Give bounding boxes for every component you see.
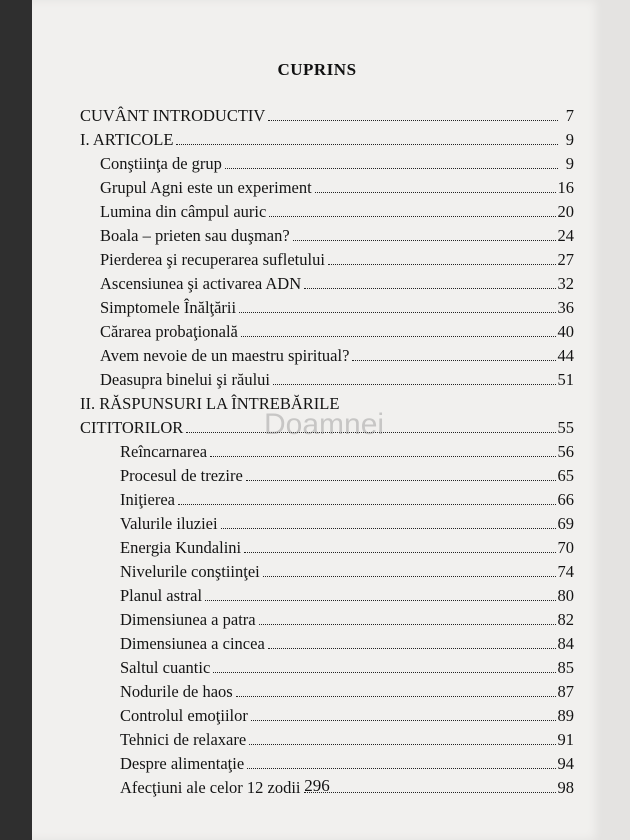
dot-leader: [239, 311, 555, 313]
toc-entry: [80, 246, 574, 270]
toc-entry-title: Iniţierea: [120, 490, 175, 509]
dot-leader: [259, 623, 556, 625]
toc-entry-page: 65: [557, 466, 574, 485]
toc-entry: [80, 534, 574, 558]
toc-entry-page: 7: [565, 106, 574, 125]
dot-leader: [352, 359, 555, 361]
dot-leader: [293, 239, 556, 241]
dot-leader: [225, 167, 558, 169]
watermark-logo: Doamnei: [264, 408, 385, 441]
dot-leader: [241, 335, 556, 337]
toc-entry-title: Grupul Agni este un experiment: [100, 178, 312, 197]
dot-leader: [268, 647, 556, 649]
dot-leader: [315, 191, 556, 193]
dot-leader: [273, 383, 556, 385]
toc-entry-page: 70: [557, 538, 574, 557]
page-number: 296: [304, 776, 330, 795]
toc-entry-page: 9: [565, 130, 574, 149]
dot-leader: [328, 263, 556, 265]
toc-entry: [80, 582, 574, 606]
toc-entry: [80, 342, 574, 366]
dot-leader: [249, 743, 555, 745]
dot-leader: [247, 767, 555, 769]
toc-entry-title: Simptomele Înălţării: [100, 298, 237, 317]
dot-leader: [176, 143, 558, 145]
toc-entry-page: 94: [557, 754, 574, 773]
toc-entry-page: 20: [557, 202, 574, 221]
toc-entry-title: Afecţiuni ale celor 12 zodii: [120, 778, 301, 797]
toc-entry-title: CITITORILOR: [80, 418, 184, 437]
toc-entry: [80, 222, 574, 246]
toc-entry-title: Dimensiunea a cincea: [120, 634, 265, 653]
dot-leader: [268, 119, 558, 121]
toc-entry: [80, 678, 574, 702]
book-page: [32, 0, 602, 840]
dot-leader: [263, 575, 556, 577]
toc-entry-page: 80: [557, 586, 574, 605]
toc-entry-page: 56: [557, 442, 574, 461]
page-title: CUPRINS: [277, 60, 357, 79]
toc-entry-title: Energia Kundalini: [120, 538, 242, 557]
dot-leader: [304, 287, 555, 289]
toc-entry: [80, 438, 574, 462]
toc-entry-page: 36: [557, 298, 574, 317]
dot-leader: [236, 695, 556, 697]
toc-entry: [80, 702, 574, 726]
table-of-contents: [80, 102, 574, 798]
dot-leader: [221, 527, 556, 529]
toc-entry: [80, 558, 574, 582]
toc-entry-title: Nodurile de haos: [120, 682, 233, 701]
page-edge: [602, 0, 630, 840]
toc-entry: [80, 750, 574, 774]
toc-entry-page: 32: [557, 274, 574, 293]
book-spine-shadow: [0, 0, 32, 840]
toc-entry-page: 89: [557, 706, 574, 725]
toc-entry-title: Deasupra binelui şi răului: [100, 370, 270, 389]
toc-entry-page: 66: [557, 490, 574, 509]
toc-entry-page: 69: [557, 514, 574, 533]
toc-entry-page: 40: [557, 322, 574, 341]
toc-entry-page: 16: [557, 178, 574, 197]
toc-entry: [80, 174, 574, 198]
dot-leader: [210, 455, 555, 457]
dot-leader: [246, 479, 556, 481]
toc-entry-page: 9: [565, 154, 574, 173]
toc-entry: [80, 198, 574, 222]
toc-entry-page: 85: [557, 658, 574, 677]
toc-entry: [80, 486, 574, 510]
toc-entry-page: 91: [557, 730, 574, 749]
dot-leader: [269, 215, 555, 217]
toc-entry-title: Nivelurile conştiinţei: [120, 562, 260, 581]
toc-entry: [80, 126, 574, 150]
dot-leader: [186, 431, 555, 433]
toc-entry-title: Saltul cuantic: [120, 658, 211, 677]
toc-entry-title: Procesul de trezire: [120, 466, 243, 485]
toc-entry: [80, 462, 574, 486]
toc-entry-title: I. ARTICOLE: [80, 130, 174, 149]
toc-entry-page: 55: [557, 418, 574, 437]
toc-entry-title: Reîncarnarea: [120, 442, 208, 461]
toc-entry-title: Lumina din câmpul auric: [100, 202, 267, 221]
toc-entry: [80, 150, 574, 174]
toc-entry: [80, 630, 574, 654]
dot-leader: [244, 551, 555, 553]
toc-entry-page: 44: [557, 346, 574, 365]
toc-entry: [80, 390, 574, 414]
toc-entry: [80, 726, 574, 750]
toc-entry: [80, 414, 574, 438]
toc-entry-title: CUVÂNT INTRODUCTIV: [80, 106, 266, 125]
toc-entry-title: Ascensiunea şi activarea ADN: [100, 274, 302, 293]
toc-entry-page: 82: [557, 610, 574, 629]
dot-leader: [251, 719, 556, 721]
toc-entry-title: Pierderea şi recuperarea sufletului: [100, 250, 325, 269]
toc-entry: [80, 294, 574, 318]
toc-entry-title: Tehnici de relaxare: [120, 730, 247, 749]
toc-entry-page: 84: [557, 634, 574, 653]
dot-leader: [178, 503, 556, 505]
toc-entry: [80, 654, 574, 678]
toc-entry: [80, 102, 574, 126]
toc-entry: [80, 510, 574, 534]
toc-entry-title: Dimensiunea a patra: [120, 610, 256, 629]
toc-entry-title: II. RĂSPUNSURI LA ÎNTREBĂRILE: [80, 394, 340, 413]
toc-entry-title: Valurile iluziei: [120, 514, 218, 533]
toc-entry-title: Cărarea probaţională: [100, 322, 238, 341]
toc-entry-title: Planul astral: [120, 586, 203, 605]
toc-entry-title: Conştiinţa de grup: [100, 154, 222, 173]
toc-entry-page: 98: [557, 778, 574, 797]
dot-leader: [213, 671, 555, 673]
toc-entry-title: Avem nevoie de un maestru spiritual?: [100, 346, 350, 365]
toc-entry: [80, 270, 574, 294]
toc-entry-title: Boala – prieten sau duşman?: [100, 226, 290, 245]
toc-entry: [80, 606, 574, 630]
toc-entry-title: Despre alimentaţie: [120, 754, 245, 773]
toc-entry: [80, 318, 574, 342]
toc-entry: [80, 366, 574, 390]
toc-entry-page: 87: [557, 682, 574, 701]
toc-entry-page: 51: [557, 370, 574, 389]
toc-entry-page: 74: [557, 562, 574, 581]
toc-entry-page: 24: [557, 226, 574, 245]
toc-entry-page: 27: [557, 250, 574, 269]
toc-entry-title: Controlul emoţiilor: [120, 706, 248, 725]
dot-leader: [205, 599, 555, 601]
